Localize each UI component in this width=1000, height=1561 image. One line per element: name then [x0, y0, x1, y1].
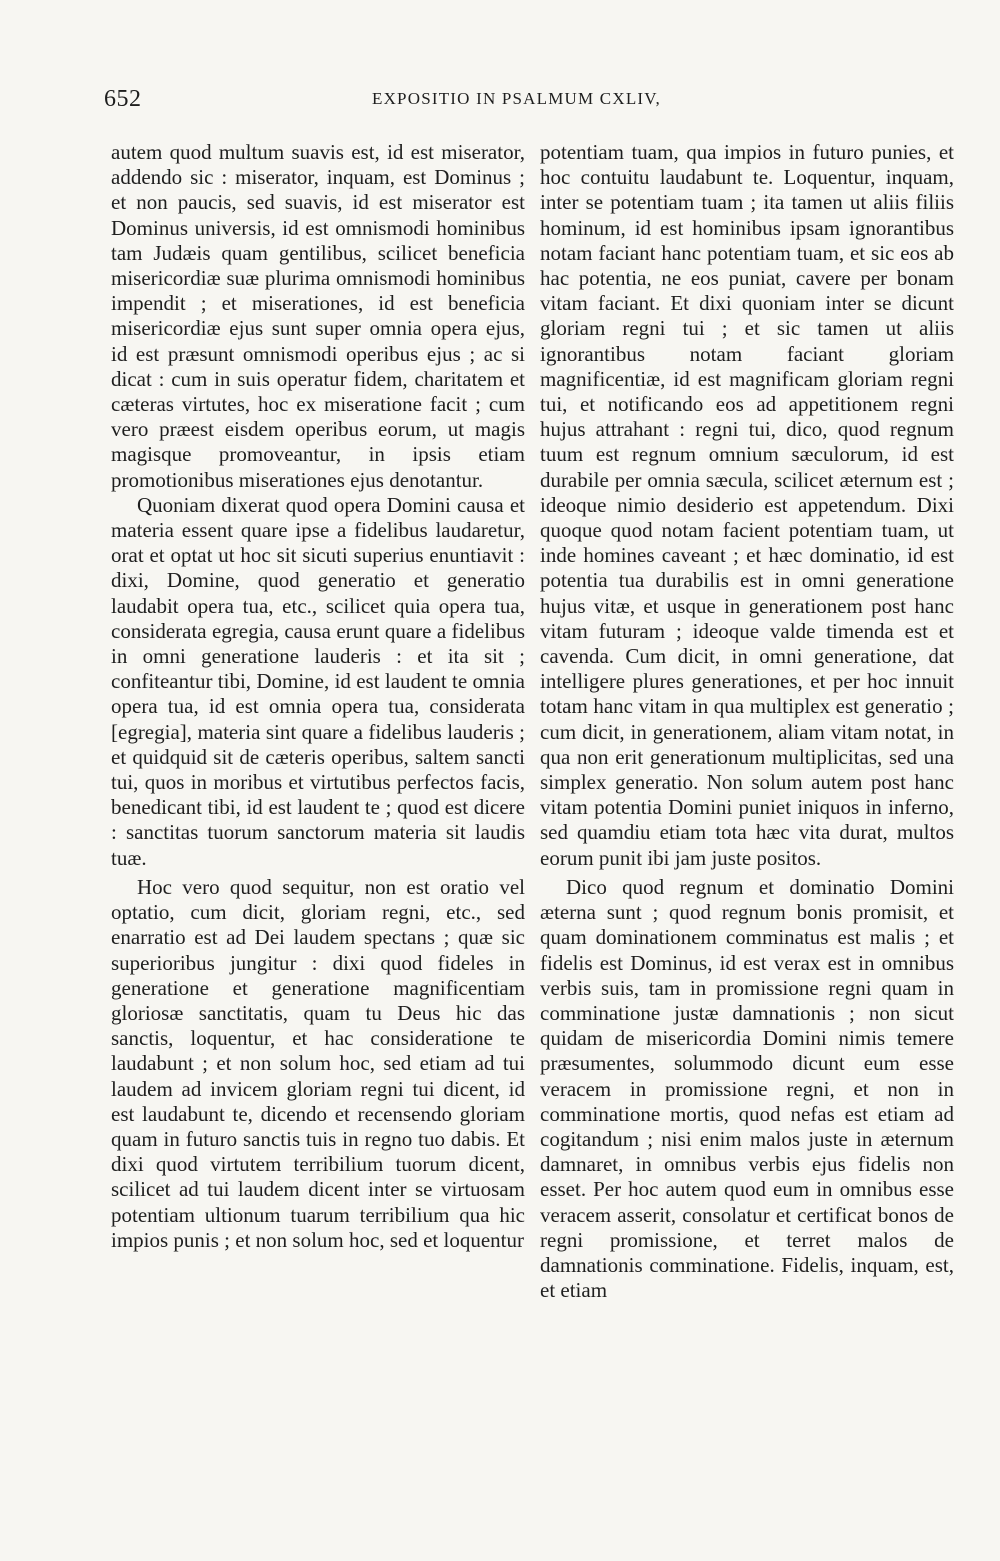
page-number: 652	[104, 86, 142, 112]
right-column	[540, 140, 954, 1303]
paragraph: potentiam tuam, qua impios in futuro punies, et hoc contuitu laudabunt te. Loquentur, inquam, inter se potentiam tuam ; ita tamen ut aliis filiis hominum, id est hominibus ipsam ignorantibus notam faciant hanc potentiam tuam, et sic eos ab hac potentia, ne eos puniat, cavere per bonam vitam faciant. Et dixi quoniam inter se dicunt gloriam regni tui ; et sic tamen ut aliis ignorantibus notam faciant gloriam magnificentiæ, id est magnificam gloriam regni tui, et notificando eos ad appetitionem regni hujus attrahant : regni tui, dico, quod regnum tuum est regnum omnium sæculorum, id est durabile per omnia sæcula, scilicet æternum est ; ideoque nimio desiderio est appetendum. Dixi quoque quod notam facient potentiam tuam, ut inde homines caveant ; et hæc dominatio, id est potentia tua durabilis est in omni generatione hujus vitæ, et usque in generationem post hanc vitam futuram ; ideoque valde timenda est et cavenda. Cum dicit, in omni generatione, dat intelligere plures generationes, et per hoc innuit totam hanc vitam in qua multiplex est generatio ; cum dicit, in generationem, aliam vitam notat, in qua non erit generationum multiplicitas, sed una simplex generatio. Non solum autem post hanc vitam potentia Domini puniet iniquos in inferno, sed quamdiu etiam tota hæc vita durat, multos eorum punit ibi jam juste positos.	[540, 140, 954, 870]
paragraph: Quoniam dixerat quod opera Domini causa et materia essent quare ipse a fidelibus laudaretur, orat et optat ut hoc sit sicuti superius enuntiavit : dixi, Domine, quod generatio et generatio laudabit opera tua, etc., scilicet quia opera tua, considerata egregia, causa erunt quare a fidelibus in omni generatione lauderis : et ita sit ; confiteantur tibi, Domine, id est laudent te omnia opera tua, id est omnia opera tua, considerata [egregia], materia sint quare a fidelibus lauderis ; et quidquid sit de cæteris operibus, saltem sancti tui, quos in moribus et virtutibus perfectos facis, benedicant tibi, id est laudent te ; quod est dicere : sanctitas tuorum sanctorum materia sit laudis tuæ.	[111, 492, 525, 870]
page-header	[0, 86, 1000, 116]
paragraph: Hoc vero quod sequitur, non est oratio vel optatio, cum dicit, gloriam regni, etc., sed enarratio est ad Dei laudem spectans ; quæ sic superioribus jungitur : dixi quod fideles in generatione et generatione magnificentiam gloriosæ sanctitatis, quam tu Deus hic das sanctis, loquentur, et hac consideratione te laudabunt ; et non solum hoc, sed etiam ad tui laudem ad invicem gloriam regni tui dicent, id est laudabunt te, dicendo et recensendo gloriam quam in futuro sanctis tuis in regno tuo dabis. Et dixi quod virtutem terribilium tuorum dicent, scilicet ad tui laudem dicent inter se virtuosam potentiam ultionum tuarum terribilium qua hic impios punis ; et non solum hoc, sed et loquentur	[111, 874, 525, 1252]
paragraph: Dico quod regnum et dominatio Domini æterna sunt ; quod regnum bonis promisit, et quam dominationem comminatus est malis ; et fidelis est Dominus, id est verax est in omnibus verbis suis, tam in promissione regni quam in comminatione justæ damnationis ; non sicut quidam de misericordia Domini nimis temere præsumentes, solummodo dicunt eum esse veracem in promissione regni, et non in comminatione mortis, quod nefas est etiam ad cogitandum ; nisi enim malos juste in æternum damnaret, in omnibus verbis ejus fidelis non esset. Per hoc autem quod eum in omnibus esse veracem asserit, consolatur et certificat bonos de regni promissione, et terret malos de damnationis comminatione. Fidelis, inquam, est, et etiam	[540, 874, 954, 1303]
left-column	[111, 140, 525, 1253]
running-title: EXPOSITIO IN PSALMUM CXLIV,	[372, 89, 661, 108]
paragraph: autem quod multum suavis est, id est miserator, addendo sic : miserator, inquam, est Dominus ; et non paucis, sed suavis, id est miserator est Dominus universis, id est omnismodi hominibus tam Judæis quam gentilibus, scilicet beneficia misericordiæ suæ plurima omnismodi hominibus impendit ; et miserationes, id est beneficia misericordiæ ejus sunt super omnia opera ejus, id est præsunt omnismodi operibus ejus ; ac si dicat : cum in suis operatur fidem, charitatem et cæteras virtutes, hoc ex miseratione facit ; cum vero præest eisdem operibus eorum, ut magis magisque promoveantur, in ipsis etiam promotionibus miserationes ejus denotantur.	[111, 140, 525, 492]
